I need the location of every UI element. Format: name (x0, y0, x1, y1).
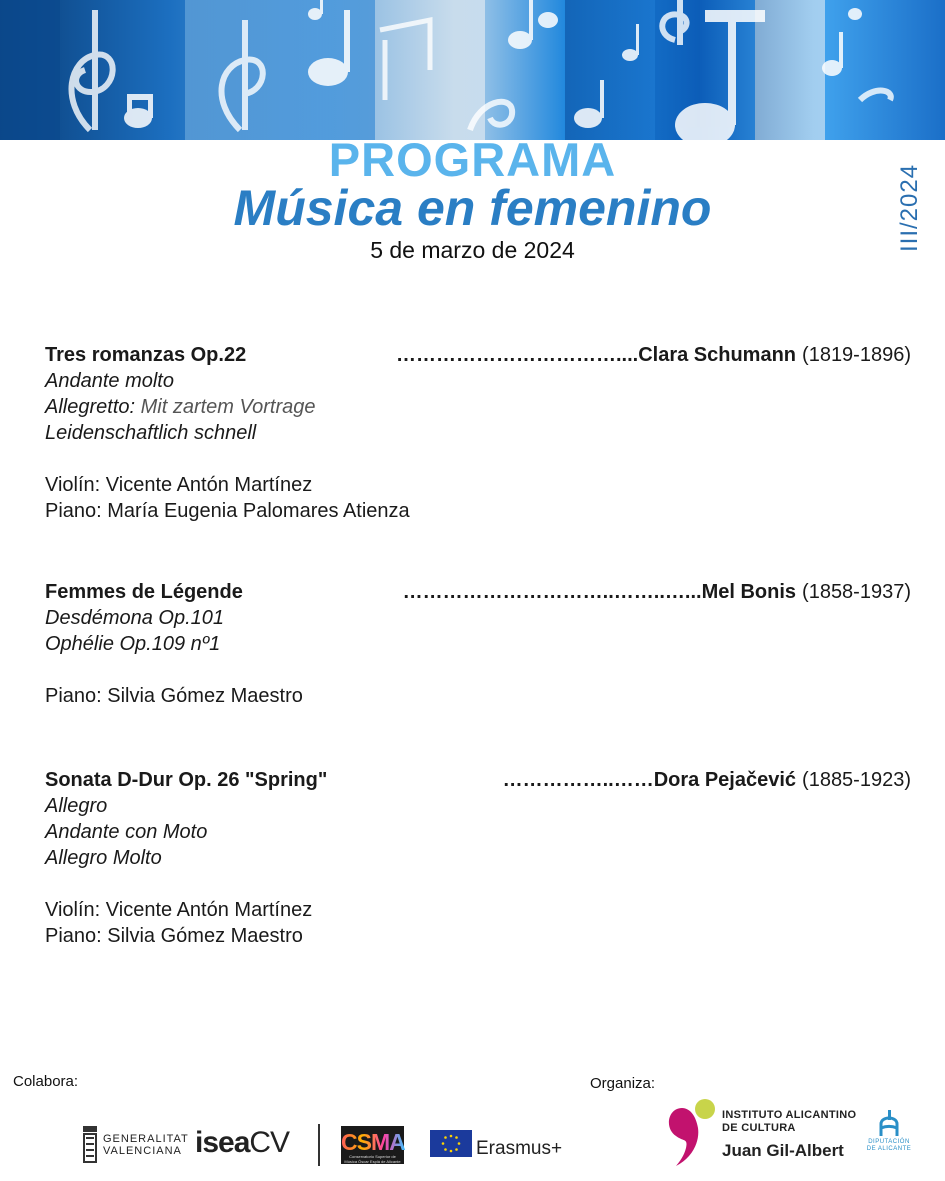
instituto-line-1: INSTITUTO ALICANTINO (722, 1109, 857, 1121)
program-piece-3 (45, 767, 911, 949)
leader-dots: …………………………..……..…... (402, 581, 702, 603)
csma-logo (341, 1126, 404, 1164)
work-title: Femmes de Légende (45, 581, 243, 603)
diputacion-logo-icon (874, 1108, 904, 1138)
leader-dots: …………………………….... (395, 344, 639, 366)
organiza-label: Organiza: (590, 1075, 656, 1092)
diputacion-line-1: DIPUTACIÓN (868, 1139, 910, 1145)
movement: Allegro (45, 795, 108, 817)
composer-years: (1858-1937) (802, 581, 911, 603)
performer: Violín: Vicente Antón Martínez (45, 899, 313, 921)
csma-logo-subtext: Conservatorio Superior de Música Óscar Esplá de Alicante (344, 1154, 401, 1164)
movement (45, 394, 911, 420)
movement: Ophélie Op.109 nº1 (45, 633, 221, 655)
instituto-line-2: DE CULTURA (722, 1122, 796, 1134)
program-date: 5 de marzo de 2024 (370, 237, 575, 263)
program-title: PROGRAMA (328, 133, 617, 186)
csma-logo-text: CSMA (341, 1129, 405, 1155)
edition-code (888, 145, 945, 255)
instituto-comma-icon (662, 1098, 720, 1168)
piece-heading (45, 342, 911, 368)
composer-years: (1819-1896) (802, 344, 911, 366)
instituto-logo-text (722, 1109, 856, 1135)
composer-name: Clara Schumann (638, 344, 797, 366)
movement: Andante molto (45, 370, 174, 392)
colabora-label: Colabora: (13, 1073, 79, 1090)
work-title: Sonata D-Dur Op. 26 "Spring" (45, 769, 328, 791)
movement: Allegro Molto (45, 847, 162, 869)
iseacv-logo-light: CV (249, 1126, 290, 1159)
music-notes-decoration (0, 0, 945, 140)
iseacv-logo (195, 1126, 289, 1160)
composer-name: Dora Pejačević (653, 769, 797, 791)
performer: Piano: María Eugenia Palomares Atienza (45, 500, 410, 522)
iseacv-logo-bold: isea (195, 1126, 250, 1159)
header-banner (0, 0, 945, 140)
composer-years: (1885-1923) (802, 769, 911, 791)
program-piece-1 (45, 342, 911, 524)
logo-divider (318, 1124, 320, 1166)
piece-heading (45, 767, 911, 793)
performer: Piano: Silvia Gómez Maestro (45, 685, 303, 707)
eu-flag-icon (430, 1130, 472, 1157)
leader-dots: ……………..…… (502, 769, 654, 791)
instituto-name: Juan Gil-Albert (722, 1141, 844, 1160)
movement: Leidenschaftlich schnell (45, 422, 257, 444)
piece-heading (45, 579, 911, 605)
generalitat-logo (103, 1133, 189, 1157)
generalitat-emblem-icon (80, 1124, 100, 1166)
program-subtitle: Música en femenino (233, 180, 712, 236)
movement: Desdémona Op.101 (45, 607, 225, 629)
erasmus-logo: Erasmus+ (476, 1138, 563, 1159)
movement-marking: Mit zartem Vortrage (140, 396, 316, 418)
generalitat-line-2: VALENCIANA (103, 1145, 182, 1157)
diputacion-line-2: DE ALICANTE (866, 1146, 912, 1152)
composer-name: Mel Bonis (701, 581, 797, 603)
movement-tempo: Allegretto: (45, 396, 136, 418)
performer: Violín: Vicente Antón Martínez (45, 474, 313, 496)
performer: Piano: Silvia Gómez Maestro (45, 925, 303, 947)
movement: Andante con Moto (45, 821, 208, 843)
generalitat-line-1: GENERALITAT (103, 1133, 189, 1145)
edition-code-text: III/2024 (896, 163, 923, 252)
program-piece-2 (45, 579, 911, 709)
work-title: Tres romanzas Op.22 (45, 344, 247, 366)
diputacion-logo-text (866, 1139, 912, 1153)
